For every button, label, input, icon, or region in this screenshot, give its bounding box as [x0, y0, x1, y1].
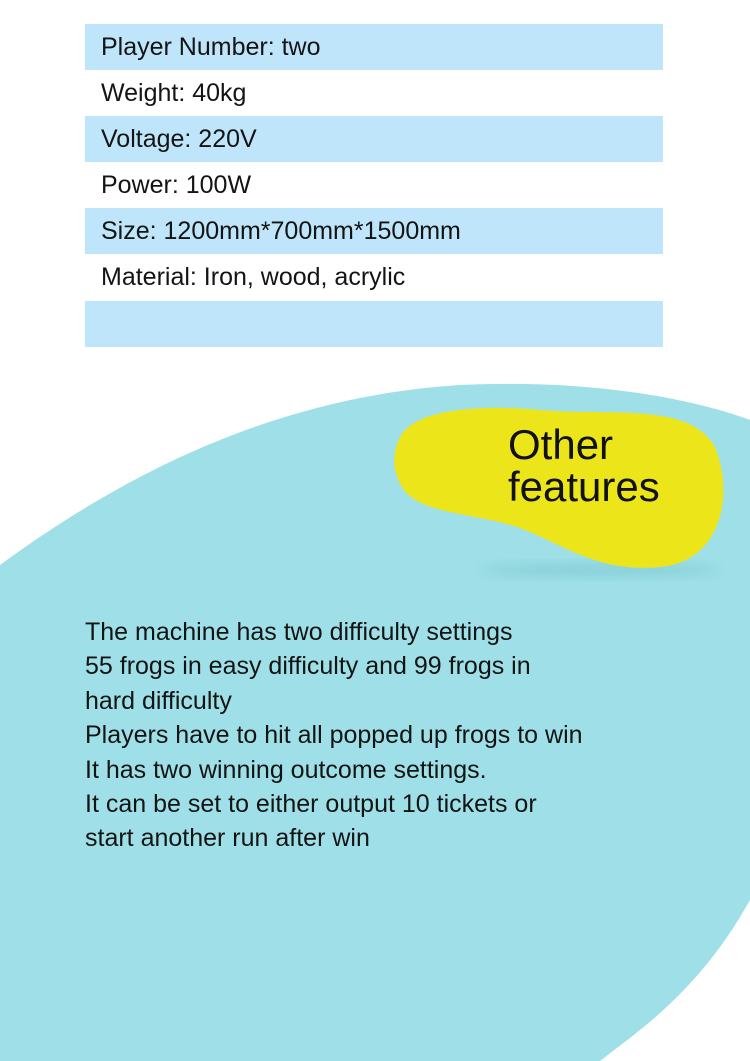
features-line: Players have to hit all popped up frogs to win [85, 721, 583, 750]
spec-row-material: Material: Iron, wood, acrylic [85, 254, 663, 300]
spec-table [85, 24, 663, 347]
features-line: hard difficulty [85, 686, 232, 715]
features-text [85, 615, 685, 856]
features-line: It can be set to either output 10 tickets or [85, 790, 537, 819]
badge-title-line-2: features [508, 463, 660, 510]
badge-title [508, 421, 728, 510]
spec-row-weight: Weight: 40kg [85, 70, 663, 116]
spec-row-player-number: Player Number: two [85, 24, 663, 70]
features-line: start another run after win [85, 824, 370, 853]
features-line: The machine has two difficulty settings [85, 618, 513, 646]
features-line: 55 frogs in easy difficulty and 99 frogs in [85, 652, 531, 681]
spec-row-size: Size: 1200mm*700mm*1500mm [85, 208, 663, 254]
features-line: It has two winning outcome settings. [85, 755, 487, 784]
spec-row-empty [85, 301, 663, 347]
spec-row-power: Power: 100W [85, 162, 663, 208]
badge-title-line-1: Other [508, 421, 614, 468]
spec-row-voltage: Voltage: 220V [85, 116, 663, 162]
